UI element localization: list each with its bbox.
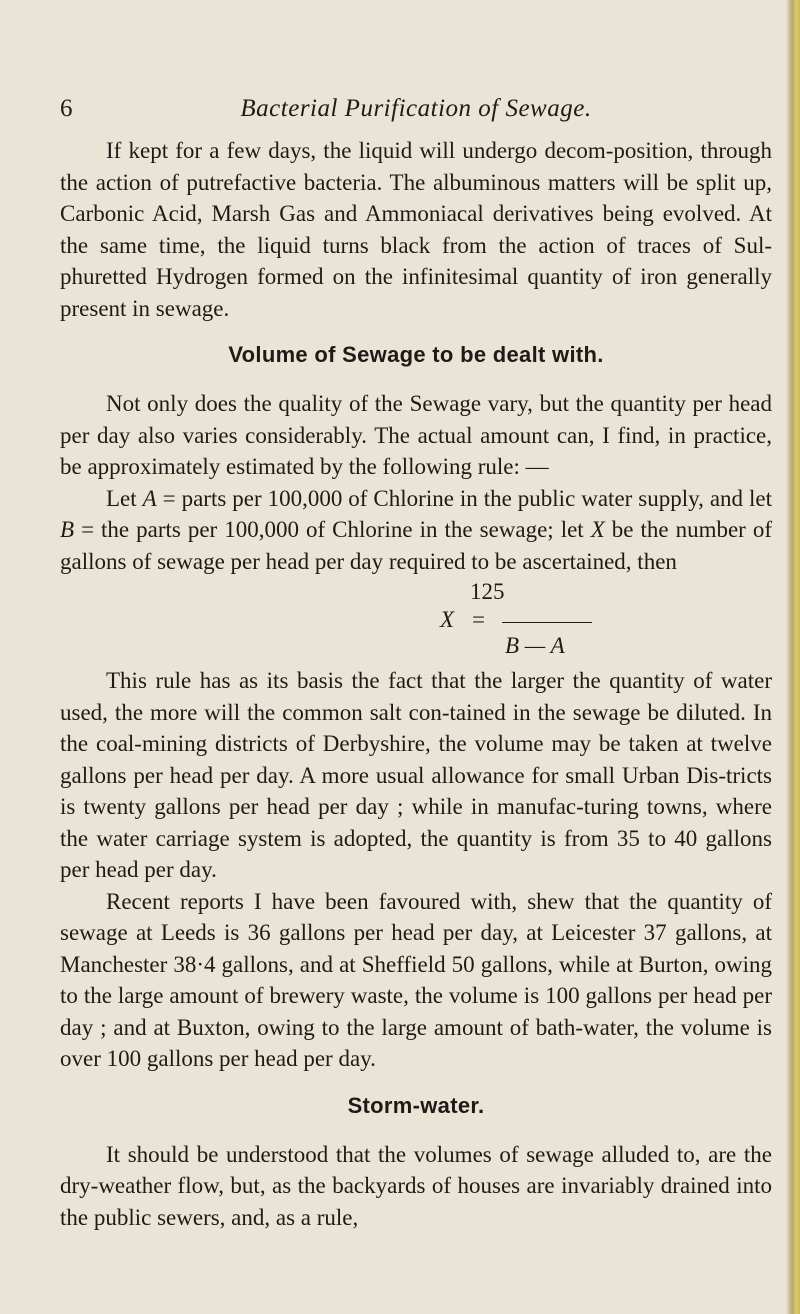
- formula-lhs: X: [440, 607, 455, 632]
- page-number: 6: [60, 95, 73, 122]
- paragraph-decomposition: If kept for a few days, the liquid will undergo decom-position, through the action of putrefactive bacteria. The albuminous matters will be split up, Carbonic Acid, Marsh Gas and Ammoniacal derivatives being evolved. At the same time, the liquid turns black from the action of traces of Sul-phuretted Hydrogen formed on the infinitesimal quantity of iron generally present in sewage.: [60, 138, 772, 321]
- section-heading-storm: Storm-water.: [347, 1092, 485, 1118]
- variable-a: A: [142, 485, 157, 511]
- paragraph-basis: This rule has as its basis the fact that the larger the quantity of water used, the more will the common salt con-tained in the sewage be diluted. In the coal-mining districts of Derbyshire, the volume may be taken at twelve gallons per head per day. A more usual allowance for small Urban Dis-tricts is twenty gallons per head per day ; while in manufac-turing towns, where the water carriage system is adopted, the quantity is from 35 to 40 gallons per head per day.: [60, 668, 772, 882]
- formula-numerator: 125: [470, 579, 505, 604]
- paragraph-reports: Recent reports I have been favoured with, shew that the quantity of sewage at Leeds is 36 gallons per head per day, at Leicester 37 gallons, at Manchester 38·4 gallons, and at Sheffield 50 gallons, while at Burton, owing to the large amount of brewery waste, the volume is 100 gallons per head per day ; and at Buxton, owing to the large amount of bath-water, the volume is over 100 gallons per head per day.: [60, 888, 772, 1071]
- rule-text-4: be the number of gallons of sewage per head per day required to be ascertained, then: [60, 517, 772, 574]
- rule-text-2: = parts per 100,000 of Chlorine in the public water supply, and let: [156, 485, 773, 511]
- book-page: [60, 95, 772, 1233]
- fraction-bar: [502, 622, 592, 623]
- formula-equals: =: [472, 607, 485, 632]
- variable-x: X: [590, 517, 605, 542]
- page-header: [60, 95, 772, 135]
- paragraph-storm: It should be understood that the volumes of sewage alluded to, are the dry-weather flow, but, as the backyards of houses are invariably drained into the public sewers, and, as a rule,: [60, 1141, 772, 1230]
- formula-denominator: B — A: [505, 633, 565, 658]
- rule-text-3: = the parts per 100,000 of Chlorine in the sewage; let: [74, 517, 591, 542]
- section-heading-volume: Volume of Sewage to be dealt with.: [228, 342, 604, 367]
- paragraph-quantity: Not only does the quality of the Sewage vary, but the quantity per head per day also varies considerably. The actual amount can, I find, in practice, be approximately estimated by the following rule: —: [60, 391, 772, 479]
- variable-b: B: [60, 517, 75, 542]
- running-title: Bacterial Purification of Sewage.: [240, 95, 592, 122]
- formula: [60, 577, 772, 665]
- rule-text-1: Let: [106, 485, 143, 511]
- paragraph-rule: [60, 483, 772, 578]
- page-edge: [786, 0, 800, 1314]
